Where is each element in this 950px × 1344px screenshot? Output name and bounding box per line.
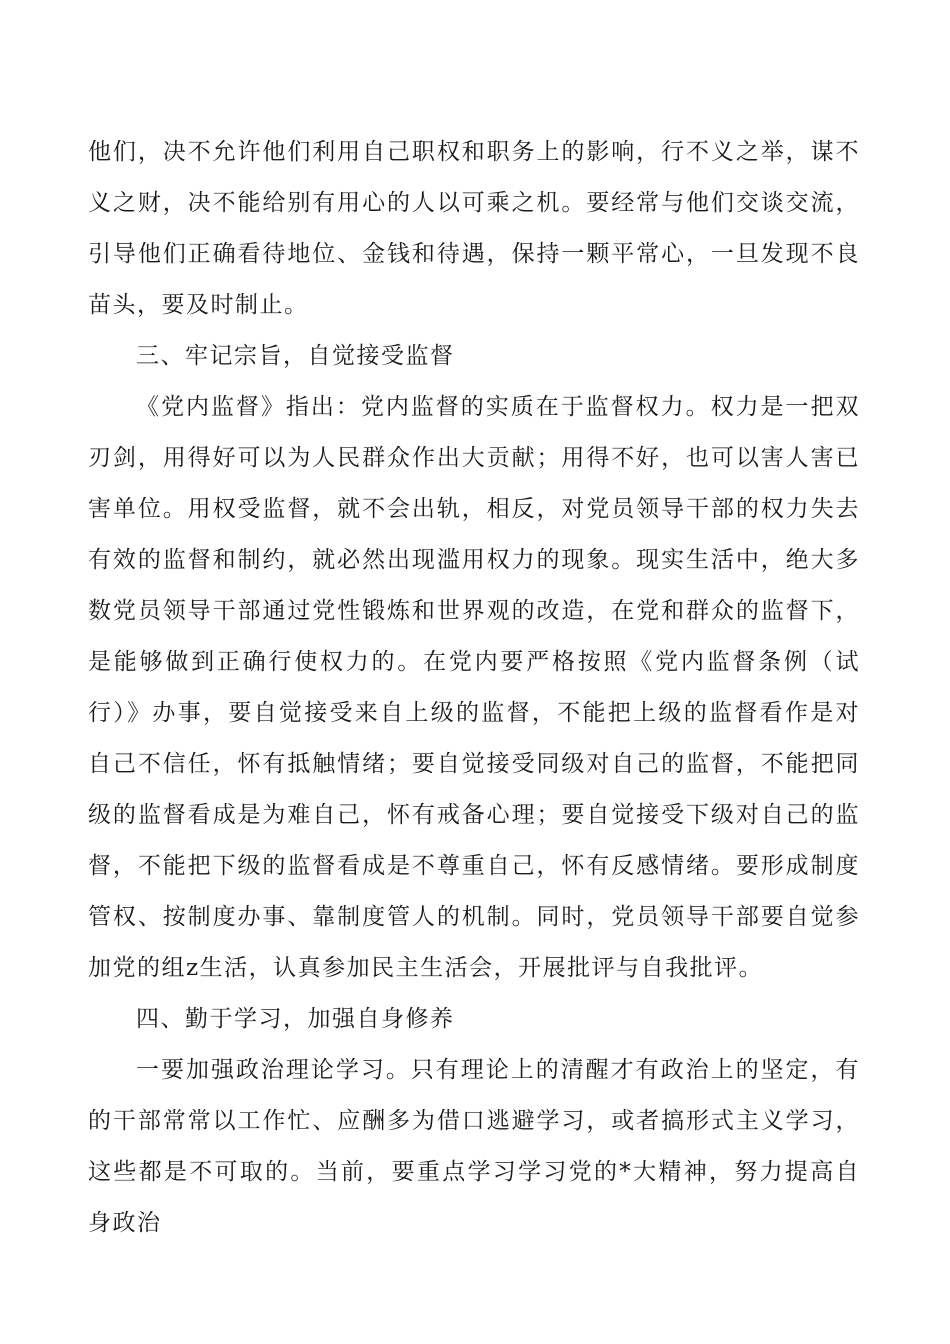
section-heading-3: 三、牢记宗旨，自觉接受监督 — [136, 343, 455, 369]
paragraph-study: 一要加强政治理论学习。只有理论上的清醒才有政治上的坚定，有的干部常常以工作忙、应酬多为借口逃避学习，或者搞形式主义学习，这些都是不可取的。当前，要重点学习学习党的*大精神，努力提高自身政治 — [88, 1057, 860, 1236]
section-heading-4: 四、勤于学习，加强自身修养 — [136, 1006, 455, 1032]
paragraph-continuation: 他们，决不允许他们利用自己职权和职务上的影响，行不义之举，谋不义之财，决不能给别有用心的人以可乘之机。要经常与他们交谈交流，引导他们正确看待地位、金钱和待遇，保持一颗平常心，一旦发现不良苗头，要及时制止。 — [88, 139, 860, 318]
paragraph-supervision: 《党内监督》指出：党内监督的实质在于监督权力。权力是一把双刃剑，用得好可以为人民群众作出大贡献；用得不好，也可以害人害已害单位。用权受监督，就不会出轨，相反，对党员领导干部的权力失去有效的监督和制约，就必然出现滥用权力的现象。现实生活中，绝大多数党员领导干部通过党性锻炼和世界观的改造，在党和群众的监督下，是能够做到正确行使权力的。在党内要严格按照《党内监督条例（试行）》办事，要自觉接受来自上级的监督，不能把上级的监督看作是对自己不信任，怀有抵触情绪；要自觉接受同级对自己的监督，不能把同级的监督看成是为难自己，怀有戒备心理；要自觉接受下级对自己的监督，不能把下级的监督看成是不尊重自己，怀有反感情绪。要形成制度管权、按制度办事、靠制度管人的机制。同时，党员领导干部要自觉参加党的组z生活，认真参加民主生活会，开展批评与自我批评。 — [88, 394, 860, 981]
document-body — [88, 127, 860, 1249]
